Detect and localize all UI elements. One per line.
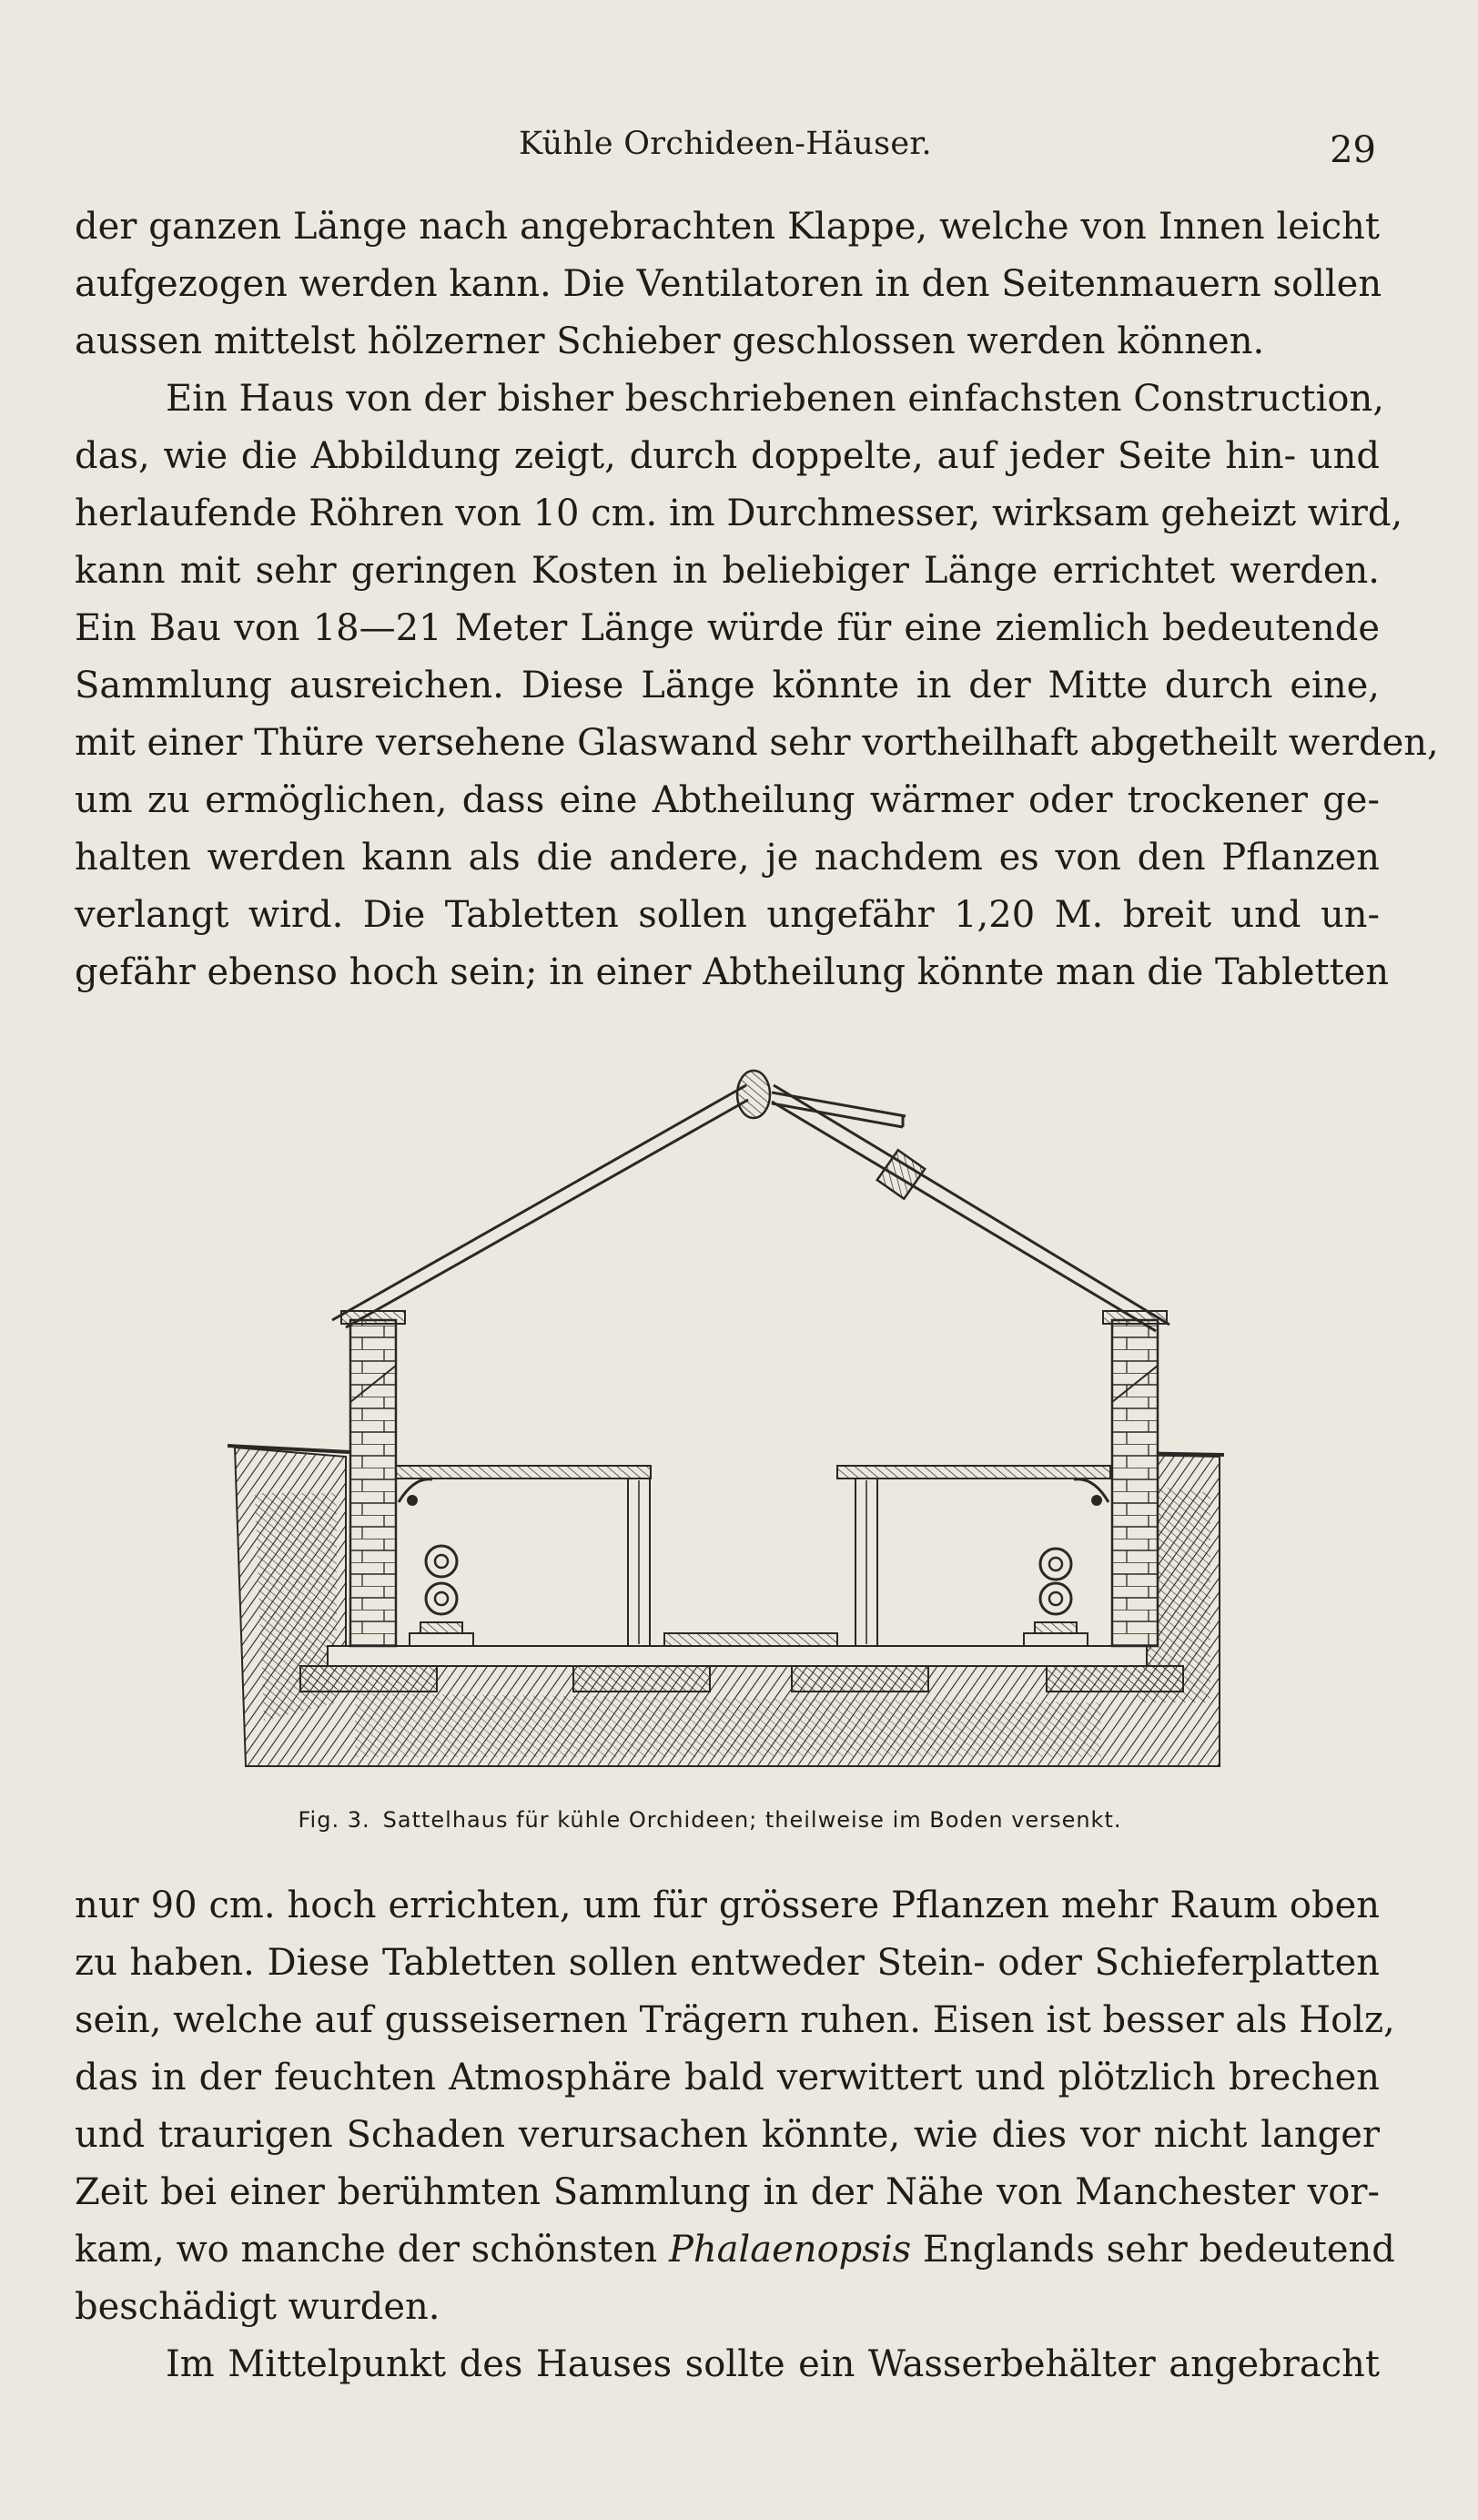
- italic-species-name: Phalaenopsis: [668, 2229, 912, 2271]
- text-line-with-italic: [75, 2221, 1395, 2279]
- text-block-top: [75, 198, 1439, 1001]
- text-line: der ganzen Länge nach angebrachten Klappe, welche von Innen leicht: [75, 206, 1380, 248]
- text-line: Ein Bau von 18—21 Meter Länge würde für eine ziemlich bedeutende: [75, 607, 1380, 649]
- text-line: Im Mittelpunkt des Hauses sollte ein Wasserbehälter angebracht: [166, 2343, 1380, 2385]
- gable-roof: [332, 1071, 1169, 1331]
- text-line: herlaufende Röhren von 10 cm. im Durchmesser, wirksam geheizt wird,: [75, 493, 1403, 534]
- central-floor-channel: [664, 1633, 837, 1646]
- footing-center-left: [573, 1666, 710, 1692]
- right-heating-pipes: [1024, 1549, 1088, 1646]
- figure-caption: [209, 1807, 1210, 1833]
- text-line: das, wie die Abbildung zeigt, durch doppelte, auf jeder Seite hin- und: [75, 435, 1380, 477]
- text-line: halten werden kann als die andere, je nachdem es von den Pflanzen: [75, 837, 1380, 879]
- figure-caption-text: Sattelhaus für kühle Orchideen; theilweise im Boden versenkt.: [382, 1807, 1122, 1833]
- text-line: zu haben. Diese Tabletten sollen entweder Stein- oder Schieferplatten: [75, 1942, 1380, 1984]
- text-line: um zu ermöglichen, dass eine Abtheilung wärmer oder trockener ge-: [75, 779, 1380, 821]
- figure-number: Fig. 3.: [298, 1807, 370, 1833]
- text-line: sein, welche auf gusseisernen Trägern ruhen. Eisen ist besser als Holz,: [75, 1999, 1395, 2041]
- page-number: 29: [1330, 129, 1376, 171]
- running-title: Kühle Orchideen-Häuser.: [519, 126, 932, 162]
- footing-right: [1047, 1666, 1183, 1692]
- ridge-beam: [737, 1071, 770, 1118]
- text-line: beschädigt wurden.: [75, 2286, 440, 2328]
- text-block-bottom: [75, 1877, 1395, 2393]
- text-line: gefähr ebenso hoch sein; in einer Abtheilung könnte man die Tabletten: [75, 951, 1390, 993]
- text-fragment: kam, wo manche der schönsten: [75, 2229, 669, 2271]
- text-line: mit einer Thüre versehene Glaswand sehr vortheilhaft abgetheilt werden,: [75, 722, 1439, 764]
- text-fragment: Englands sehr bedeutend: [911, 2229, 1395, 2271]
- floor-slab: [328, 1646, 1147, 1666]
- text-line: das in der feuchten Atmosphäre bald verwittert und plötzlich brechen: [75, 2057, 1380, 2098]
- page-header: [75, 126, 1376, 180]
- footing-left: [300, 1666, 437, 1692]
- greenhouse-cross-section-figure: [228, 1065, 1238, 1793]
- text-line: verlangt wird. Die Tabletten sollen ungefähr 1,20 M. breit und un-: [75, 894, 1380, 936]
- right-brick-wall: [1112, 1320, 1158, 1646]
- greenhouse-drawing: [228, 1065, 1238, 1793]
- roof-ventilator-flap: [772, 1092, 925, 1199]
- text-line: aussen mittelst hölzerner Schieber geschlossen werden können.: [75, 320, 1265, 362]
- text-line: Sammlung ausreichen. Diese Länge könnte in der Mitte durch eine,: [75, 665, 1380, 706]
- text-line: aufgezogen werden kann. Die Ventilatoren in den Seitenmauern sollen: [75, 263, 1382, 305]
- text-line: Zeit bei einer berühmten Sammlung in der Nähe von Manchester vor-: [75, 2171, 1380, 2213]
- footing-center-right: [792, 1666, 928, 1692]
- text-line: nur 90 cm. hoch errichten, um für grössere Pflanzen mehr Raum oben: [75, 1885, 1380, 1926]
- text-line: und traurigen Schaden verursachen könnte, wie dies vor nicht langer: [75, 2114, 1380, 2156]
- text-line: Ein Haus von der bisher beschriebenen einfachsten Construction,: [166, 378, 1384, 420]
- left-brick-wall: [350, 1320, 396, 1646]
- text-line: kann mit sehr geringen Kosten in beliebiger Länge errichtet werden.: [75, 550, 1380, 592]
- left-heating-pipes: [410, 1546, 473, 1646]
